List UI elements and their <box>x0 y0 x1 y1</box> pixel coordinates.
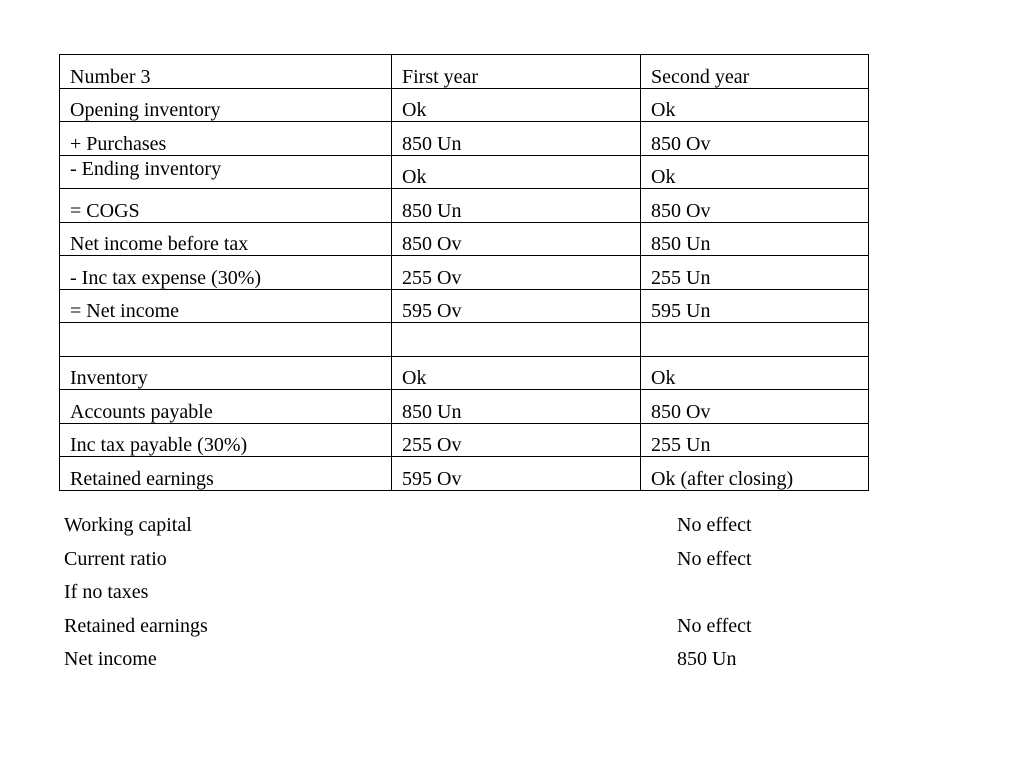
table-row <box>60 423 869 457</box>
first-year-cell <box>392 189 641 223</box>
effect-row <box>64 645 824 679</box>
row-label: + Purchases <box>70 132 167 155</box>
effect-value: No effect <box>677 614 752 637</box>
table-row-empty <box>60 323 869 357</box>
row-label-cell <box>60 390 392 424</box>
second-year-cell <box>641 155 869 189</box>
second-year-value: 850 Ov <box>651 199 711 222</box>
row-label-cell <box>60 457 392 491</box>
second-year-cell <box>641 390 869 424</box>
second-year-cell <box>641 423 869 457</box>
table-row <box>60 222 869 256</box>
row-label: Opening inventory <box>70 99 221 121</box>
first-year-cell <box>392 457 641 491</box>
header-first-year: First year <box>402 65 479 88</box>
table-header-row <box>60 55 869 89</box>
second-year-value: Ok (after closing) <box>651 467 794 490</box>
table-row <box>60 122 869 156</box>
second-year-cell <box>641 189 869 223</box>
effect-row <box>64 578 824 612</box>
first-year-value: 255 Ov <box>402 266 462 289</box>
table-row <box>60 155 869 189</box>
row-label-cell <box>60 222 392 256</box>
row-label-cell <box>60 323 392 357</box>
row-label: Inventory <box>70 367 148 389</box>
first-year-value: 850 Ov <box>402 233 462 255</box>
header-second-year: Second year <box>651 65 750 88</box>
effect-row <box>64 545 824 579</box>
second-year-value: Ok <box>651 166 676 188</box>
row-label: - Ending inventory <box>70 157 222 180</box>
effect-label: Net income <box>64 648 157 671</box>
first-year-cell <box>392 423 641 457</box>
header-label: Number 3 <box>70 65 151 88</box>
row-label-cell <box>60 256 392 290</box>
row-label: Retained earnings <box>70 467 214 490</box>
row-label: Inc tax payable (30%) <box>70 434 248 456</box>
second-year-cell <box>641 222 869 256</box>
table-row <box>60 289 869 323</box>
row-label-cell <box>60 155 392 189</box>
effect-label: Working capital <box>64 514 192 536</box>
effect-row <box>64 511 824 545</box>
effect-value: No effect <box>677 514 752 536</box>
row-label-cell <box>60 289 392 323</box>
first-year-cell <box>392 256 641 290</box>
second-year-value: 850 Ov <box>651 132 711 155</box>
first-year-cell <box>392 222 641 256</box>
table-header-cell <box>60 55 392 89</box>
row-label-cell <box>60 189 392 223</box>
table-row <box>60 256 869 290</box>
first-year-cell <box>392 122 641 156</box>
second-year-value: Ok <box>651 367 676 389</box>
second-year-value: 850 Un <box>651 233 711 255</box>
inventory-error-table <box>59 54 869 491</box>
row-label-cell <box>60 88 392 122</box>
second-year-cell <box>641 289 869 323</box>
table-header-cell <box>641 55 869 89</box>
first-year-value: 255 Ov <box>402 434 462 456</box>
row-label: Net income before tax <box>70 233 249 255</box>
second-year-cell <box>641 88 869 122</box>
row-label: = Net income <box>70 300 180 322</box>
table-row <box>60 88 869 122</box>
second-year-value: 850 Ov <box>651 400 711 423</box>
table-row <box>60 189 869 223</box>
first-year-cell <box>392 155 641 189</box>
second-year-value: 595 Un <box>651 300 711 322</box>
effect-value: No effect <box>677 547 752 570</box>
table-row <box>60 457 869 491</box>
effect-value: 850 Un <box>677 648 737 671</box>
second-year-value: 255 Un <box>651 266 711 289</box>
effect-label: Current ratio <box>64 547 167 570</box>
second-year-value: Ok <box>651 99 676 121</box>
row-label: Accounts payable <box>70 400 213 423</box>
second-year-cell <box>641 256 869 290</box>
second-year-cell <box>641 122 869 156</box>
first-year-value: 595 Ov <box>402 300 462 322</box>
first-year-cell <box>392 323 641 357</box>
effects-list <box>64 511 824 679</box>
effect-label: Retained earnings <box>64 614 208 637</box>
first-year-cell <box>392 356 641 390</box>
second-year-cell <box>641 356 869 390</box>
first-year-value: 850 Un <box>402 199 462 222</box>
second-year-cell <box>641 323 869 357</box>
second-year-value: 255 Un <box>651 434 711 456</box>
first-year-cell <box>392 289 641 323</box>
row-label: = COGS <box>70 199 140 222</box>
effect-row <box>64 612 824 646</box>
first-year-value: Ok <box>402 99 427 121</box>
first-year-cell <box>392 390 641 424</box>
row-label-cell <box>60 356 392 390</box>
table-header-cell <box>392 55 641 89</box>
table-row <box>60 390 869 424</box>
row-label: - Inc tax expense (30%) <box>70 266 262 289</box>
first-year-value: 850 Un <box>402 400 462 423</box>
second-year-cell <box>641 457 869 491</box>
first-year-cell <box>392 88 641 122</box>
table-row <box>60 356 869 390</box>
first-year-value: Ok <box>402 166 427 188</box>
row-label-cell <box>60 122 392 156</box>
effect-label: If no taxes <box>64 581 149 604</box>
first-year-value: Ok <box>402 367 427 389</box>
first-year-value: 595 Ov <box>402 467 462 490</box>
first-year-value: 850 Un <box>402 132 462 155</box>
row-label-cell <box>60 423 392 457</box>
